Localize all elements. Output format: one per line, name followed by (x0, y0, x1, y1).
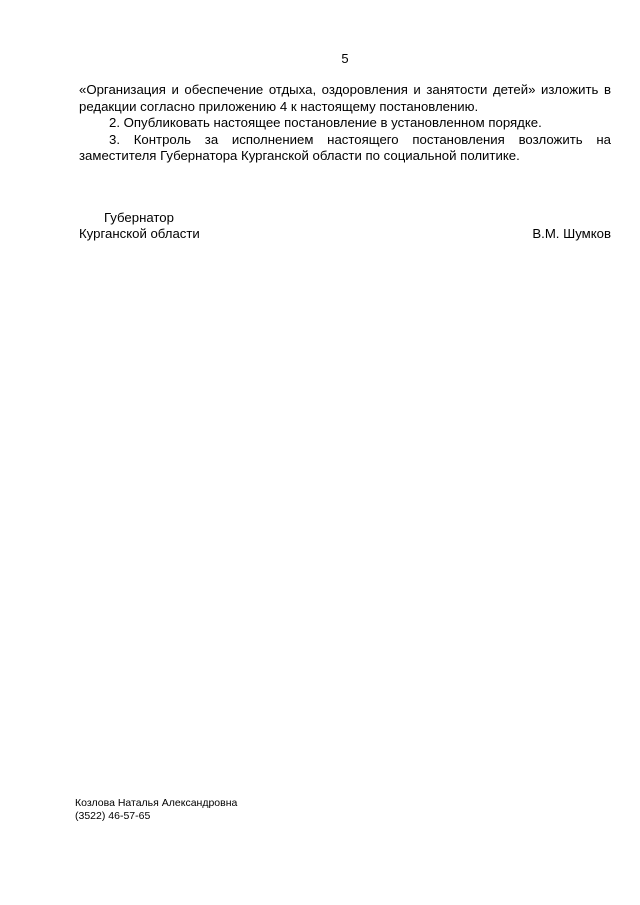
document-body (79, 82, 611, 165)
paragraph-3: 3. Контроль за исполнением настоящего постановления возложить на заместителя Губернатора Курганской области по социальной политике. (79, 131, 611, 163)
executor-phone: (3522) 46-57-65 (75, 810, 151, 822)
page-number: 5 (341, 51, 349, 66)
executor-name: Козлова Наталья Александровна (75, 797, 238, 809)
signatory-title-line2: Курганской области (79, 226, 200, 241)
signatory-title-line1: Губернатор (104, 210, 174, 225)
paragraph-2: 2. Опубликовать настоящее постановление в установленном порядке. (109, 115, 542, 130)
signatory-name: В.М. Шумков (532, 226, 611, 241)
executor-block (75, 797, 237, 823)
paragraph-1: «Организация и обеспечение отдыха, оздоровления и занятости детей» изложить в редакции согласно приложению 4 к настоящему постановлению. (79, 82, 611, 114)
